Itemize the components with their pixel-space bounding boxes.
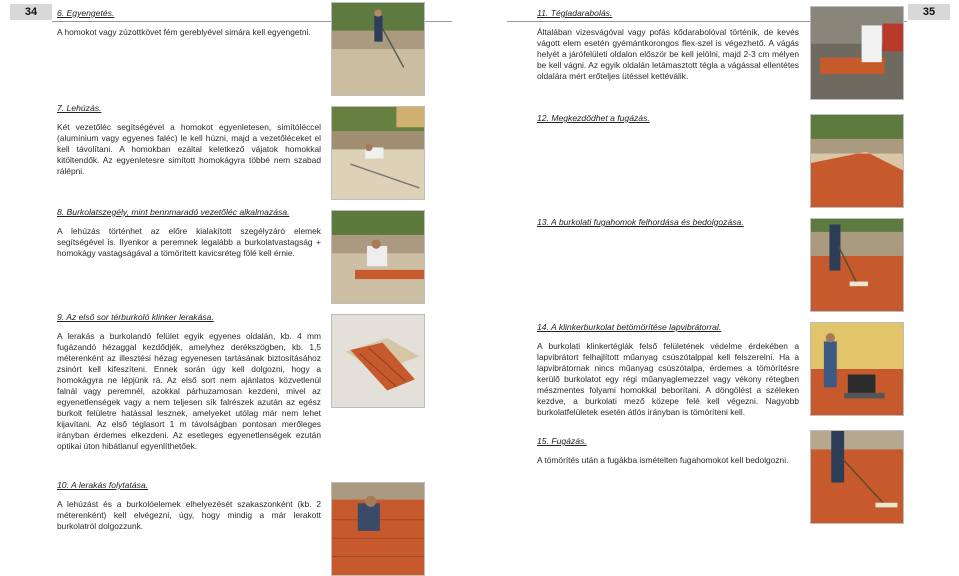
continued-laying-photo: [331, 482, 425, 576]
cutting-brick-photo: [810, 6, 904, 100]
section-title: 10. A lerakás folytatása.: [57, 480, 149, 490]
section-title: 14. A klinkerburkolat betömörítése lapvibrátorral.: [537, 322, 722, 332]
page-number-right: 35: [908, 4, 950, 20]
section-13: [537, 217, 799, 236]
section-title: 9. Az első sor térburkoló klinker lerakása.: [57, 312, 214, 322]
final-jointing-photo: [810, 430, 904, 524]
section-7: [57, 103, 321, 177]
section-12: [537, 113, 799, 132]
plate-compactor-photo: [810, 322, 904, 416]
section-title: 8. Burkolatszegély, mint bennmaradó vezetőléc alkalmazása.: [57, 207, 290, 217]
section-title: 7. Lehúzás.: [57, 103, 102, 113]
joint-sand-brushing-photo: [810, 218, 904, 312]
section-text: A tömörítés után a fugákba ismételten fugahomokot kell bedolgozni.: [537, 455, 789, 465]
section-10: [57, 480, 321, 532]
section-title: 6. Egyengetés.: [57, 8, 115, 18]
edge-restraint-photo: [331, 210, 425, 304]
jointing-start-photo: [810, 114, 904, 208]
laying-first-row-photo: [331, 314, 425, 408]
raking-gravel-photo: [331, 2, 425, 96]
screeding-sand-photo: [331, 106, 425, 200]
section-14: [537, 322, 799, 418]
section-title: 11. Tégladarabolás.: [537, 8, 613, 18]
section-11: [537, 8, 799, 82]
section-title: 15. Fugázás.: [537, 436, 587, 446]
section-6: [57, 8, 319, 38]
section-text: Két vezetőléc segítségével a homokot egyenletesen, simítóléccel (alumínium vagy egyenes faléc) le kell húzni, majd a vezetőléceket el kell távolítani. A homokban ezáltal keletkező vájatok homokkal kitöltendők. Az egyenletesre simított homokágyra többé nem szabad rálépni.: [57, 122, 321, 176]
section-text: A lerakás a burkolandó felület egyik egyenes oldalán, kb. 4 mm fugázandó hézaggal kezdődjék, amelyhez derékszögben, kb. 1,5 méterenként az illesztési hézag egyenesen tartásának biztosításához zsinórt kell kifeszíteni. Ennek során úgy kell dolgozni, hogy a homokágyra ne lépjünk rá. Az első sort nem ajánlatos közvetlenül falnál vagy peremnél, azokkal párhuzamosan kezdeni, mivel az egyenetlenségek vagy a nem teljesen sík falrészek azután az egész burkolt felületre hatással lesznek, amelyeket utólag már nem lehet kijavítani. Az első téglasort 1 m távolságban pontosan merőleges irányban érdemes elkezdeni. Az esetleges egyenetlenségek ezután optikai úton hibátlanul egyenlíthetőek.: [57, 331, 321, 451]
section-text: A lehúzás történhet az előre kialakított szegélyzáró elemek segítségével is. Ilyenkor a peremnek legalább a burkolatvastagság + homokágy vastagságával a tömörített kavicsréteg fölé kell érnie.: [57, 226, 321, 258]
section-15: [537, 436, 799, 466]
section-9: [57, 312, 321, 452]
section-text: A homokot vagy zúzottkövet fém gereblyével simára kell egyengetni.: [57, 27, 311, 37]
section-title: 12. Megkezdődhet a fugázás.: [537, 113, 650, 123]
page-number-left: 34: [10, 4, 52, 20]
section-text: A lehúzást és a burkolóelemek elhelyezését szakaszonként (kb. 2 méterenként) kell elvégezni, úgy, hogy mindig a már lerakott burkolatról dolgozzunk.: [57, 499, 321, 531]
section-text: A burkolati klinkertéglák felső felületének védelme érdekében a lapvibrátort felhajlított műanyag csúszótalppal kell felszerelni. Ha a lapvibrátornak nincs műanyag csúszótalpa, érdemes a tömörítésre kerülő burkolatot egy régi műanyaglemezzel vagy vékony rétegben mészmentes folyami homokkal beborítani. A döngölést a széleken kezdve, a burkolati mező közepe felé kell végezni. Nagyobb burkolatfelületek esetén átlós irányban is tömöríteni kell.: [537, 341, 799, 417]
section-title: 13. A burkolati fugahomok felhordása és bedolgozása.: [537, 217, 744, 227]
section-text: Általában vizesvágóval vagy pofás kődarabolóval történik, de kevés vágott elem esetén gyémántkorongos flex-szel is végezhető. A vágás helyét a járófelületi oldalon először be kell jelölni, majd 2-3 cm mélyen be kell vágni. Az egyik oldalán letámasztott tégla a vágással ellentétes oldalára mért erőteljes ütéssel kettéválik.: [537, 27, 799, 81]
section-8: [57, 207, 321, 259]
